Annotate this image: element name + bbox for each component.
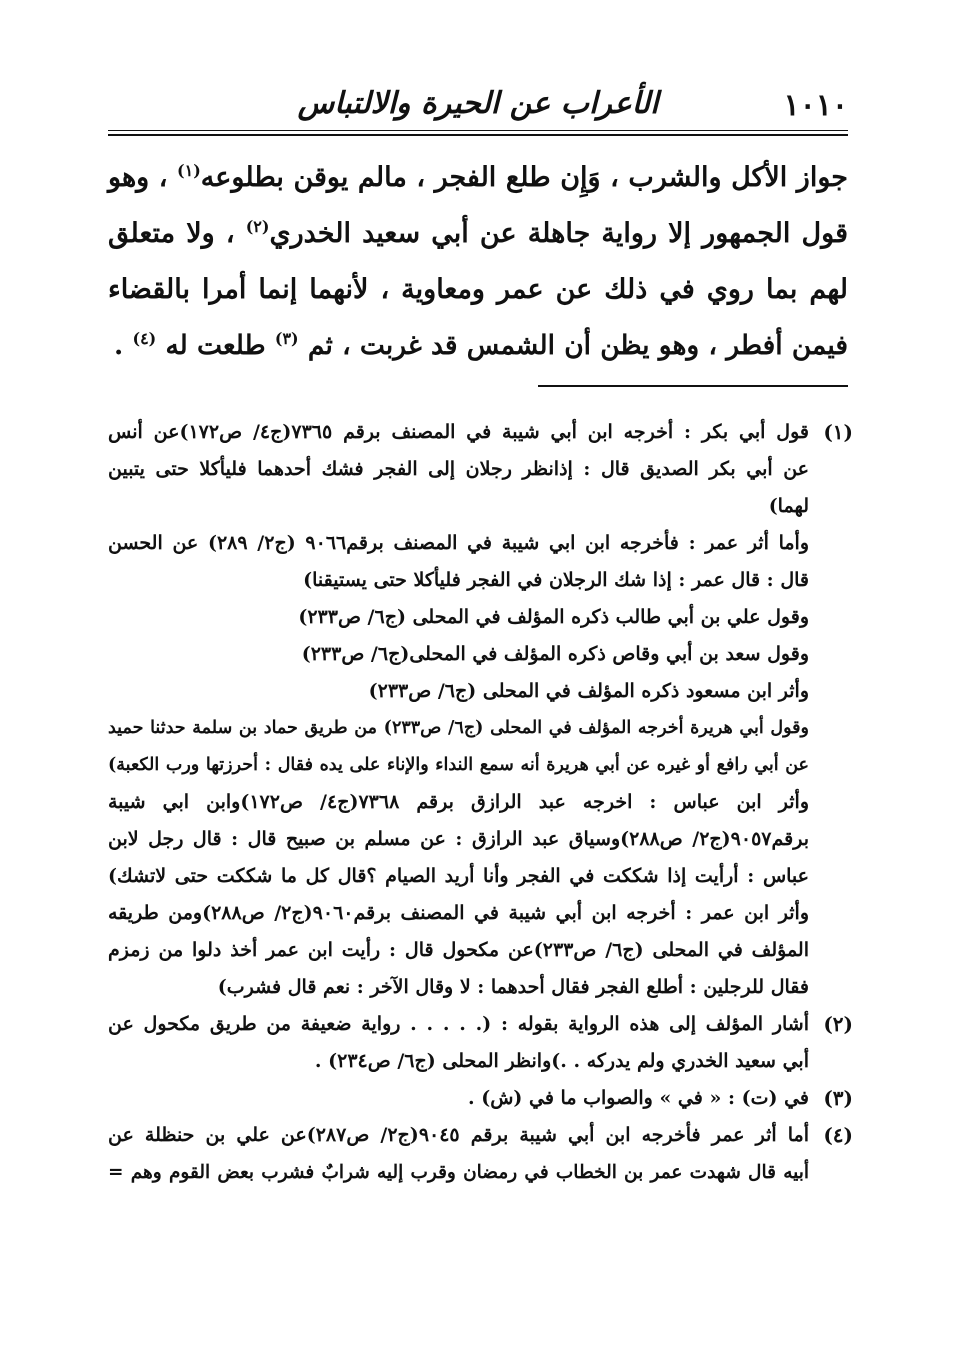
main-line-end: . — [114, 330, 133, 361]
main-line-1 — [108, 150, 848, 206]
main-line-mid: طلعت له — [156, 330, 275, 361]
footnote-line: وقول سعد بن أبي وقاص ذكره المؤلف في المحلى(ج٦/ ص٢٣٣) — [301, 643, 809, 665]
footnote-line: أبيه قال شهدت عمر بن الخطاب في رمضان وقرب إليه شرابٌ فشرب بعض القوم وهم = — [108, 1162, 809, 1183]
main-line-2 — [108, 206, 848, 262]
footnote-2 — [108, 1006, 853, 1080]
footnote-line: المؤلف في المحلى (ج٦/ ص٢٣٣)عن مكحول قال : رأيت ابن عمر أخذ دلوا من زمزم — [108, 939, 809, 961]
footnote-ref-1: (١) — [177, 161, 201, 180]
footnote-line: وأما أثر عمر : فأخرجه ابن ابي شيبة في المصنف برقم٩٠٦٦ (ج٢/ ٢٨٩) عن الحسن — [108, 532, 809, 554]
main-line-tail: ، ولا متعلق — [108, 218, 246, 249]
footnote-line: أشار المؤلف إلى هذه الرواية بقوله : (. . . . . رواية ضعيفة من طريق مكحول عن — [108, 1013, 809, 1035]
main-line-text: قول الجمهور إلا رواية جاهلة عن أبي سعيد الخدري — [269, 218, 849, 249]
footnote-line: في (ت) : « في » والصواب ما في (ش) . — [468, 1087, 809, 1109]
running-title: الأعراب عن الحيرة والالتباس — [297, 86, 659, 121]
footnote-1 — [108, 414, 853, 1006]
footnote-number: (٢) — [823, 1012, 853, 1036]
footnote-ref-4: (٤) — [132, 329, 157, 349]
main-text — [108, 150, 848, 374]
main-line-3 — [108, 262, 848, 318]
footnote-line: وقول أبي هريرة أخرجه المؤلف في المحلى (ج٦/ ص٢٣٣) من طريق حماد بن سلمة حدثنا حميد — [108, 718, 809, 738]
footnote-line: أبي سعيد الخدري ولم يدركه . .)وانظر المحلى (ج٦/ ص٢٣٤) . — [314, 1050, 809, 1072]
header-rule-thin — [108, 130, 848, 131]
footnote-line: برقم٩٠٥٧(ج٢/ ص٢٨٨)وسياق عبد الرازق : عن مسلم بن صبيح قال : قال رجل لابن — [108, 828, 809, 850]
page-number: ١٠١٠ — [783, 88, 848, 123]
footnote-separator — [538, 385, 848, 387]
footnote-line: لهما) — [768, 495, 809, 517]
footnote-line: وأثر ابن مسعود ذكره المؤلف في المحلى (ج٦/ ص٢٣٣) — [368, 680, 809, 702]
footnote-number: (٣) — [823, 1086, 853, 1110]
main-line-text: جواز الأكل والشرب ، وَإِن طلع الفجر ، مالم يوقن بطلوعه — [200, 162, 848, 193]
footnote-number: (٤) — [823, 1123, 853, 1147]
footnote-line: عن أبي بكر الصديق قال : إذانظر رجلان إلى الفجر فشك أحدهما فليأكلا حتى يتبين — [108, 458, 809, 480]
main-line-4 — [108, 318, 848, 374]
footnote-line: عباس : أرأيت إذا شككت في الفجر وأنا أريد الصيام ؟قال كل ما شككت حتى لاتشك) — [108, 865, 809, 887]
footnote-line: أما أثر عمر فأخرجه ابن أبي شيبة برقم ٩٠٤٥(ج٢/ ص٢٨٧)عن علي بن حنظلة عن — [108, 1124, 809, 1146]
footnote-line: عن أبي رافع أو غيره عن أبي هريرة أنه سمع النداء والإناء على يده فقال : أحرزتها ورب الكعبة) — [108, 755, 809, 775]
footnote-ref-2: (٢) — [245, 217, 270, 236]
main-line-tail: ، وهو — [108, 162, 178, 193]
footnote-line: وقول علي بن أبي طالب ذكره المؤلف في المحلى (ج٦/ ص٢٣٣) — [298, 606, 809, 628]
footnote-line: وأثر ابن عمر : أخرجه ابن أبي شيبة في المصنف برقم٩٠٦٠(ج٢/ ص٢٨٨)ومن طريقه — [108, 902, 809, 924]
footnotes — [108, 414, 853, 1191]
footnote-ref-3: (٣) — [274, 329, 299, 349]
footnote-line: قال : قال عمر : إذا شك الرجلان في الفجر فليأكلا حتى يستيقنا) — [303, 569, 809, 591]
footnote-line: فقال للرجلين : أطلع الفجر فقال أحدهما : لا وقال الآخر : نعم قال فشرب) — [217, 976, 809, 998]
page-header — [108, 78, 848, 136]
footnote-3 — [108, 1080, 853, 1117]
header-rule — [108, 134, 848, 136]
main-line-text: فيمن أفطر ، وهو يظن أن الشمس قد غربت ، ثم — [307, 330, 848, 361]
footnote-line: قول أبي بكر : أخرجه ابن أبي شيبة في المصنف برقم ٧٣٦٥(ج٤/ ص١٧٢)عن أنس — [108, 421, 809, 443]
main-line-text: لهم بما روي في ذلك عن عمر ومعاوية ، لأنهما إنما أمرا بالقضاء — [108, 274, 848, 305]
footnote-number: (١) — [823, 420, 853, 444]
footnote-4 — [108, 1117, 853, 1191]
footnote-line: وأثر ابن عباس : اخرجه عبد الرازق برقم ٧٣٦٨(ج٤/ ص١٧٢)وابن ابي شيبة — [108, 791, 809, 813]
